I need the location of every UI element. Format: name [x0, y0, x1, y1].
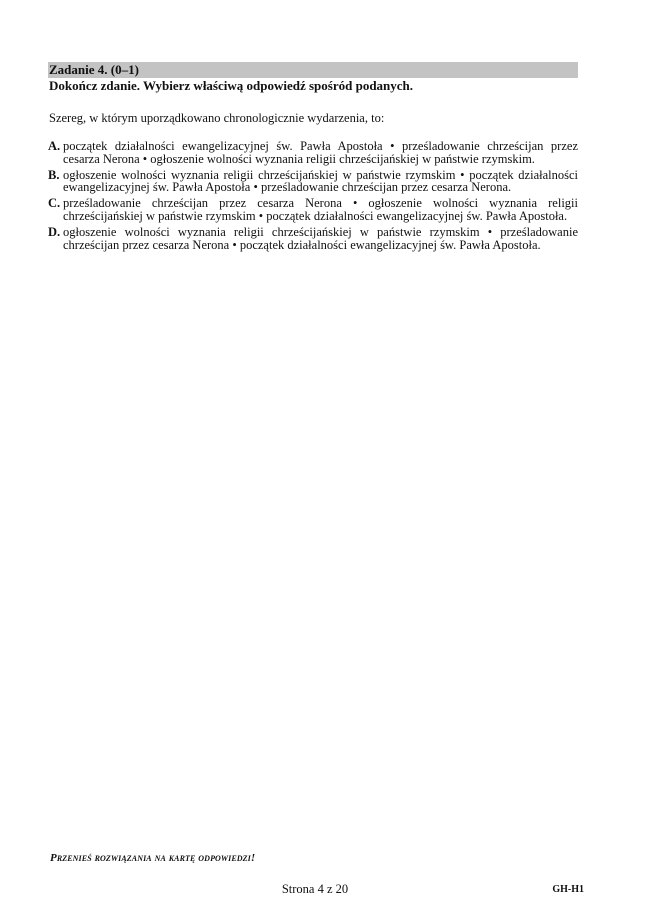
- answer-option-a[interactable]: [48, 140, 578, 166]
- transfer-answers-note: Przenieś rozwiązania na kartę odpowiedzi!: [50, 852, 256, 864]
- option-text: ogłoszenie wolności wyznania religii chrześcijańskiej w państwie rzymskim • początek działalności ewangelizacyjnej św. Pawła Apostoła • prześladowanie chrześcijan przez cesarza Nerona.: [63, 167, 578, 195]
- page-number: Strona 4 z 20: [281, 882, 349, 896]
- answer-option-b[interactable]: [48, 169, 578, 195]
- exam-code: GH-H1: [552, 884, 584, 895]
- option-letter: C.: [48, 196, 61, 211]
- option-text: ogłoszenie wolności wyznania religii chrześcijańskiej w państwie rzymskim • prześladowanie chrześcijan przez cesarza Nerona • początek działalności ewangelizacyjnej św. Pawła Apostoła.: [63, 224, 578, 252]
- option-letter: B.: [48, 167, 60, 182]
- option-letter: D.: [48, 224, 61, 239]
- option-text: początek działalności ewangelizacyjnej św. Pawła Apostoła • prześladowanie chrześcijan przez cesarza Nerona • ogłoszenie wolności wyznania religii chrześcijańskiej w państwie rzymskim.: [63, 139, 578, 166]
- answer-option-d[interactable]: [48, 226, 578, 252]
- task-header: Zadanie 4. (0–1): [48, 62, 578, 78]
- option-letter: A.: [48, 139, 61, 153]
- option-text: prześladowanie chrześcijan przez cesarza Nerona • ogłoszenie wolności wyznania religii chrześcijańskiej w państwie rzymskim • początek działalności ewangelizacyjnej św. Pawła Apostoła.: [63, 196, 578, 223]
- task-instruction: Dokończ zdanie. Wybierz właściwą odpowiedź spośród podanych.: [49, 78, 414, 93]
- task-question: Szereg, w którym uporządkowano chronologicznie wydarzenia, to:: [49, 111, 385, 125]
- answer-options: [48, 140, 578, 254]
- answer-option-c[interactable]: [48, 197, 578, 223]
